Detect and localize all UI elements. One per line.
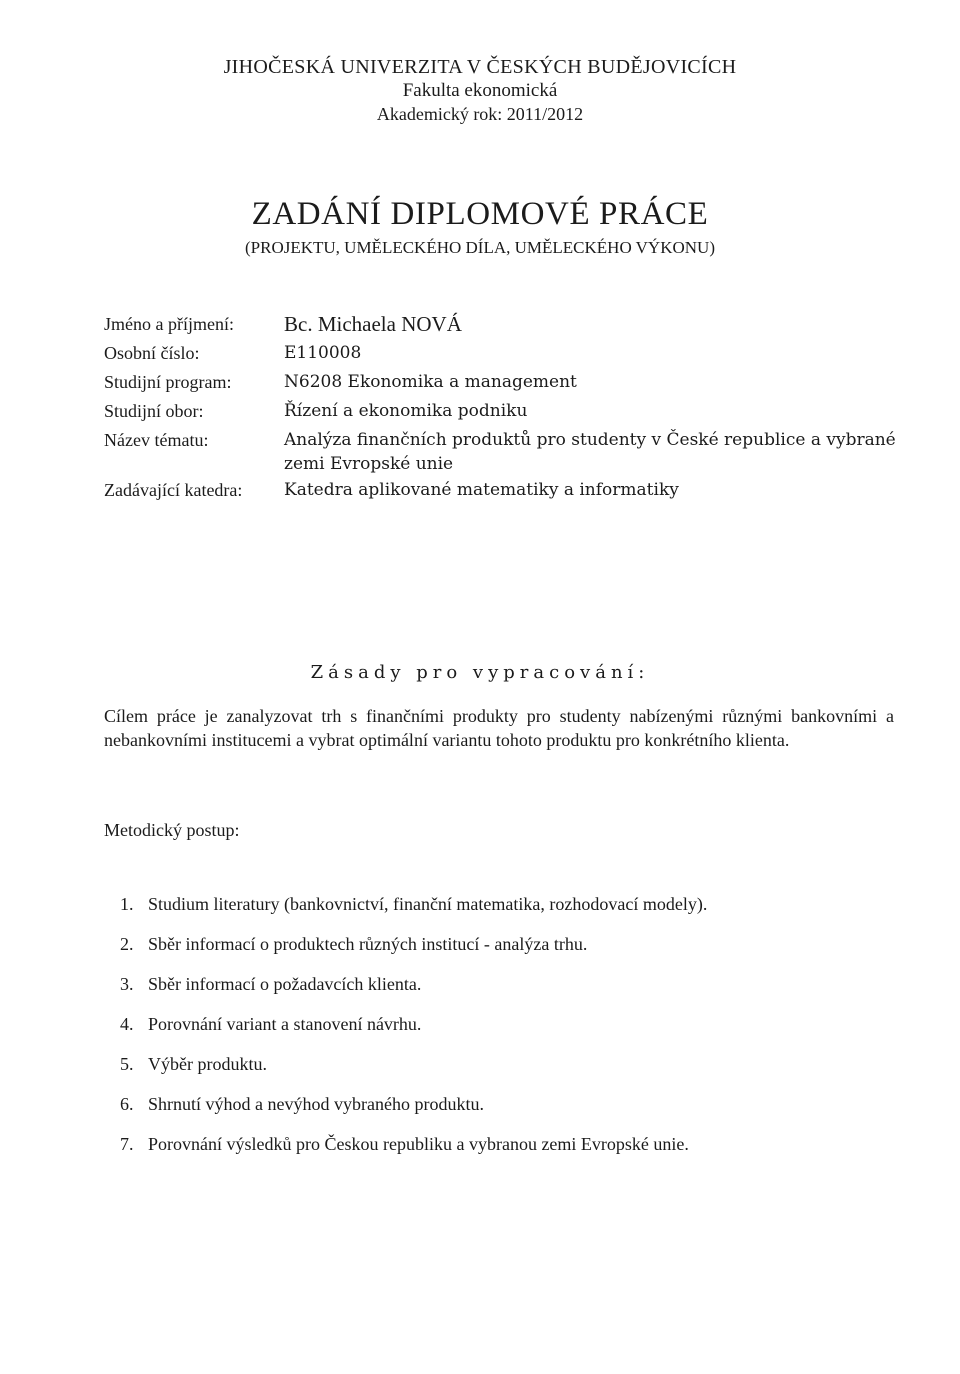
field-value: E110008 [284,343,362,363]
list-item: 3. Sběr informací o požadavcích klienta. [120,974,422,994]
list-item: 5. Výběr produktu. [120,1054,267,1074]
university-name: JIHOČESKÁ UNIVERZITA V ČESKÝCH BUDĚJOVICÍCH [223,56,737,78]
field-label: Studijní obor: [104,401,204,421]
field-value: Řízení a ekonomika podniku [284,401,528,421]
principles-text: Cílem práce je zanalyzovat trh s finančními produkty pro studenty nabízenými různými bankovními a nebankovními institucemi a vybrat optimální variantu tohoto produktu pro konkrétního klienta. [104,706,894,750]
list-item: 2. Sběr informací o produktech různých institucí - analýza trhu. [120,934,588,954]
list-item: 7. Porovnání výsledků pro Českou republiku a vybranou zemi Evropské unie. [120,1134,689,1154]
field-value: Katedra aplikované matematiky a informatiky [284,480,679,500]
field-value: Bc. Michaela NOVÁ [284,312,462,336]
field-row-name [104,310,904,339]
field-label: Zadávající katedra: [104,480,243,500]
field-row-field [104,397,904,426]
field-label: Osobní číslo: [104,343,200,363]
principles-heading: Zásady pro vypracování: [310,662,650,683]
list-item: 6. Shrnutí výhod a nevýhod vybraného produktu. [120,1094,484,1114]
document-title: ZADÁNÍ DIPLOMOVÉ PRÁCE [251,196,709,232]
info-table [104,310,904,505]
field-row-department [104,476,904,505]
field-label: Název tématu: [104,430,209,450]
list-item: 1. Studium literatury (bankovnictví, finanční matematika, rozhodovací modely). [120,894,708,914]
field-row-program [104,368,904,397]
field-value: Analýza finančních produktů pro studenty v České republice a vybrané zemi Evropské unie [284,430,896,474]
method-steps [120,892,707,1172]
field-row-topic [104,426,904,476]
field-value: N6208 Ekonomika a management [284,372,577,392]
list-item: 4. Porovnání variant a stanovení návrhu. [120,1014,422,1034]
faculty-name: Fakulta ekonomická [402,80,558,101]
document-subtitle: (PROJEKTU, UMĚLECKÉHO DÍLA, UMĚLECKÉHO VÝKONU) [245,238,715,257]
field-label: Jméno a příjmení: [104,314,234,334]
method-label: Metodický postup: [104,820,240,840]
academic-year: Akademický rok: 2011/2012 [376,104,584,124]
field-row-personal-number [104,339,904,368]
field-label: Studijní program: [104,372,232,392]
